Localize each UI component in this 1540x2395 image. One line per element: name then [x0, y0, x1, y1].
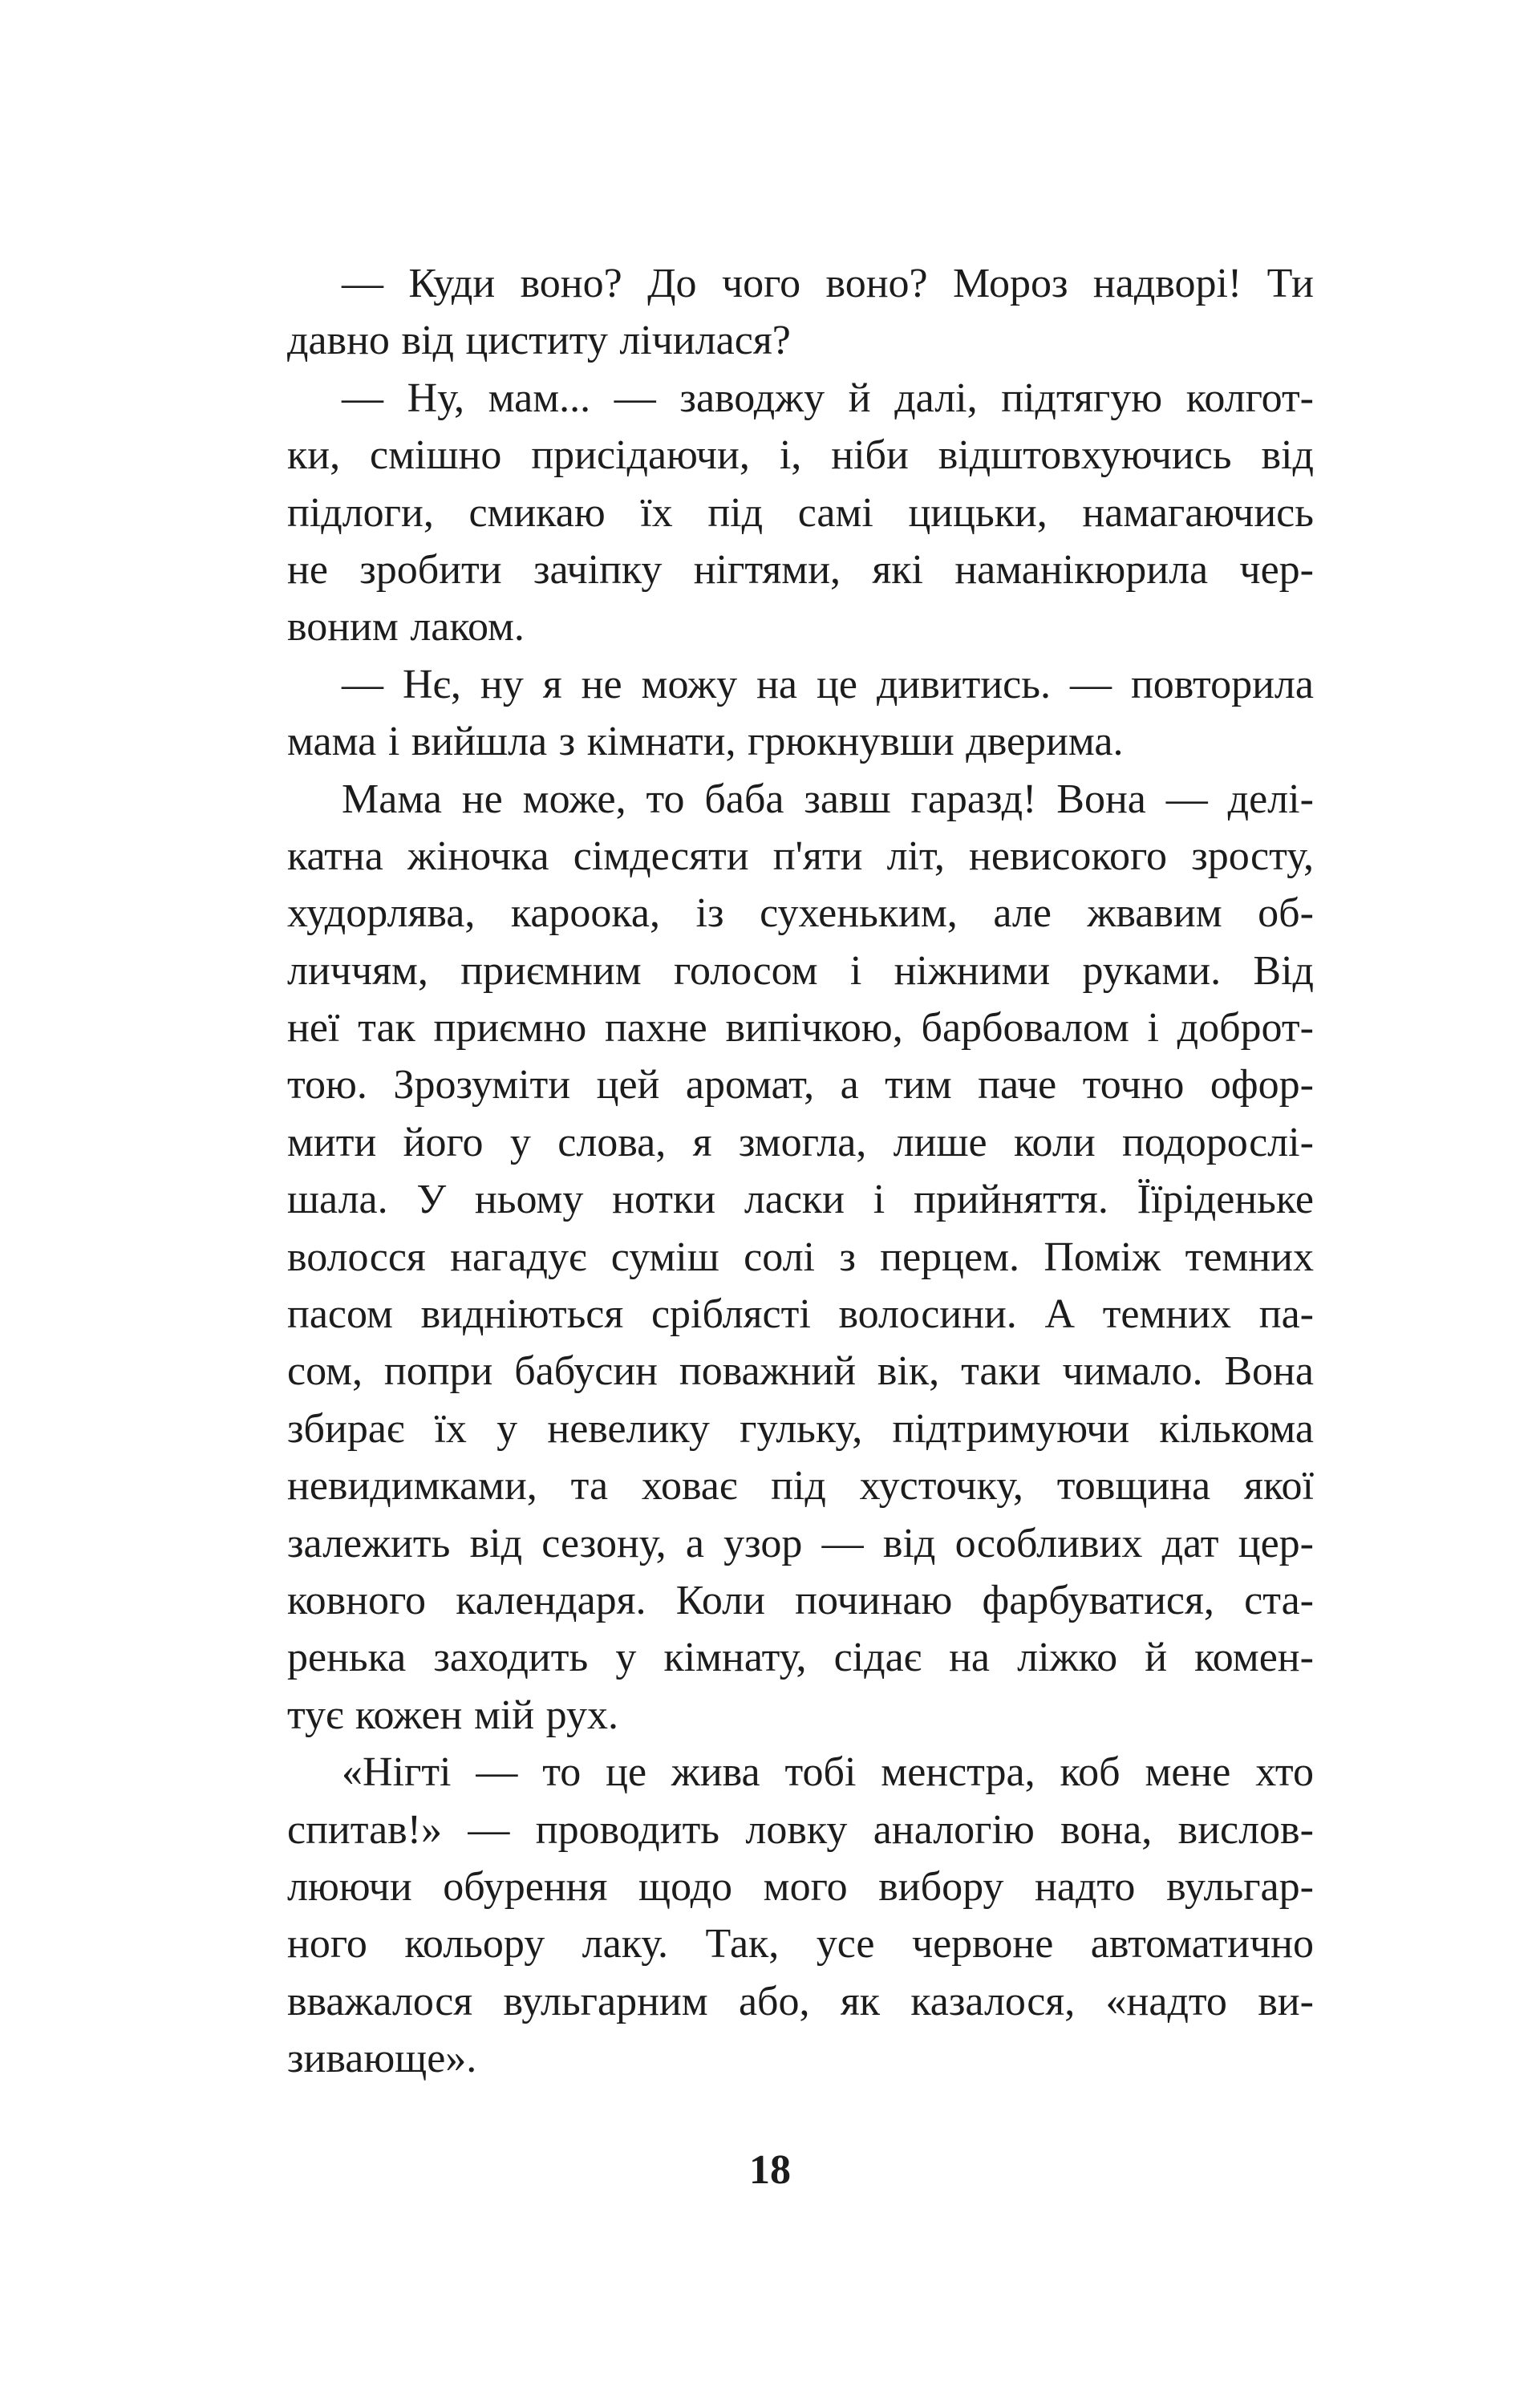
text-line: — Нє, ну я не можу на це дивитись. — повторила: [342, 661, 1314, 707]
text-line: сом, попри бабусин поважний вік, таки чимало. Вона: [287, 1348, 1314, 1395]
text-line: ного кольору лаку. Так, усе червоне автоматично: [287, 1921, 1314, 1967]
text-line: люючи обурення щодо мого вибору надто вульгар-: [287, 1863, 1314, 1910]
text-line: Мама не може, то баба завш гаразд! Вона — делі-: [342, 776, 1314, 822]
body-text: [287, 255, 1314, 2088]
text-line: ки, смішно присідаючи, і, ніби відштовхуючись від: [287, 432, 1314, 479]
text-line: воним лаком.: [287, 604, 525, 650]
text-line: давно від циститу лічилася?: [287, 318, 791, 364]
page-number: 18: [749, 2147, 791, 2193]
text-line: волосся нагадує суміш солі з перцем. Поміж темних: [287, 1234, 1314, 1280]
text-line: невидимками, та ховає під хусточку, товщина якої: [287, 1463, 1314, 1510]
text-line: худорлява, кароока, із сухеньким, але жвавим об-: [287, 890, 1314, 937]
text-line: катна жіночка сімдесяти п'яти літ, невисокого зросту,: [287, 833, 1314, 879]
text-line: личчям, приємним голосом і ніжними руками. Від: [287, 947, 1314, 994]
text-line: — Куди воно? До чого воно? Мороз надворі! Ти: [342, 261, 1314, 306]
text-line: неї так приємно пахне випічкою, барбовалом і доброт-: [287, 1005, 1314, 1052]
text-line: зивающе».: [287, 2036, 477, 2082]
text-line: залежить від сезону, а узор — від особливих дат цер-: [287, 1520, 1314, 1566]
text-line: вважалося вульгарним або, як казалося, «надто ви-: [287, 1978, 1314, 2024]
text-line: ренька заходить у кімнату, сідає на ліжко й комен-: [287, 1635, 1314, 1681]
text-line: тою. Зрозуміти цей аромат, а тим паче точно офор-: [287, 1062, 1314, 1108]
text-line: тує кожен мій рух.: [287, 1692, 618, 1738]
text-line: ковного календаря. Коли починаю фарбуватися, ста-: [287, 1577, 1314, 1623]
text-line: «Нігті — то це жива тобі менстра, коб мене хто: [342, 1749, 1314, 1796]
text-line: мама і вийшла з кімнати, грюкнувши дверима.: [287, 719, 1124, 765]
text-line: збирає їх у невелику гульку, підтримуючи кількома: [287, 1405, 1314, 1452]
text-line: шала. У ньому нотки ласки і прийняття. Їїріденьке: [287, 1177, 1314, 1223]
text-line: підлоги, смикаю їх під самі цицьки, намагаючись: [287, 489, 1314, 536]
text-line: пасом видніються сріблясті волосини. А темних па-: [287, 1291, 1314, 1338]
text-line: спитав!» — проводить ловку аналогію вона, вислов-: [287, 1806, 1314, 1853]
text-line: мити його у слова, я змогла, лише коли подорослі-: [287, 1119, 1314, 1165]
text-line: — Ну, мам... — заводжу й далі, підтягую колгот-: [342, 375, 1314, 421]
text-line: не зробити зачіпку нігтями, які наманікюрила чер-: [287, 546, 1314, 593]
